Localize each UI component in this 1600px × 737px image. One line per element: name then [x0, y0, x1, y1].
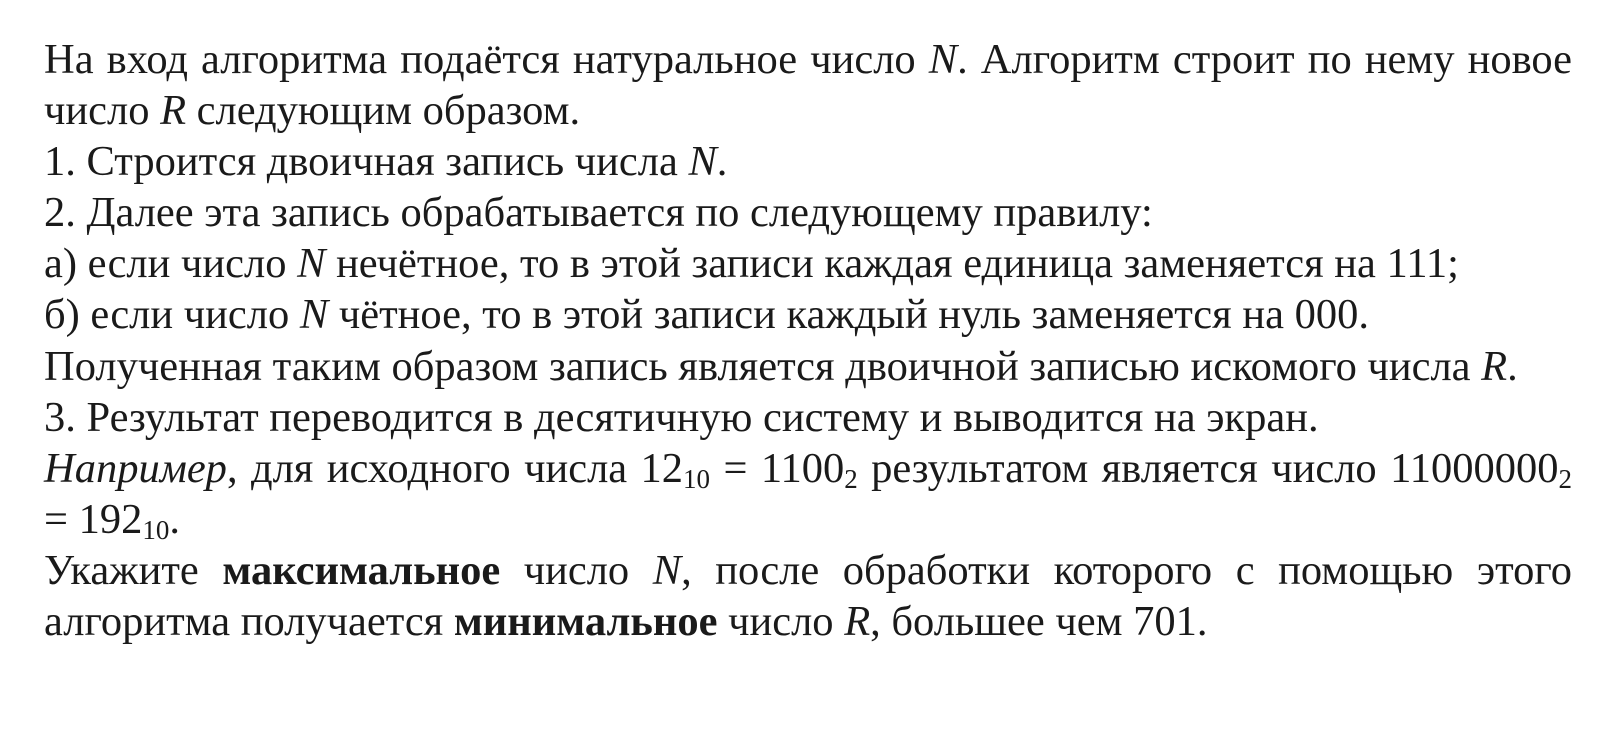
- equals-sign: =: [710, 444, 761, 492]
- rule-a-text-2: нечётное, то в этой записи каждая единица заменяется на 111;: [325, 240, 1459, 288]
- step-1-end: .: [716, 138, 728, 186]
- base-subscript: 2: [1558, 463, 1572, 494]
- example-end: .: [169, 495, 180, 543]
- question-text-4: число: [717, 598, 845, 646]
- var-N: N: [299, 291, 329, 339]
- base-subscript: 10: [683, 463, 711, 494]
- intro-text-1: На вход алгоритма подаётся натуральное число: [44, 36, 929, 83]
- question-text-5: , большее чем 701.: [870, 598, 1208, 646]
- rule-b-text-1: б) если число: [44, 291, 300, 339]
- intro-text-2: . Алгоритм строит по нему новое число: [44, 36, 1572, 135]
- var-N: N: [297, 240, 326, 288]
- number-1100: 1100: [760, 444, 845, 492]
- rule-b: [44, 289, 1572, 340]
- number-192: 192: [78, 495, 143, 543]
- number-12: 12: [640, 444, 684, 492]
- var-N: N: [928, 36, 958, 83]
- result-note: [44, 341, 1572, 392]
- rule-b-text-2: чётное, то в этой записи каждый нуль заменяется на 000.: [328, 291, 1369, 339]
- step-2: [44, 187, 1572, 238]
- question-text-1: Укажите: [44, 546, 223, 594]
- question-text-3: , после обработки которого с помощью этого алгоритма получается: [44, 546, 1572, 646]
- base-subscript: 2: [844, 463, 858, 494]
- step-3-text: 3. Результат переводится в десятичную систему и выводится на экран.: [44, 393, 1319, 441]
- rule-a: [44, 238, 1572, 289]
- intro-text-3: следующим образом.: [186, 87, 581, 135]
- result-note-end: .: [1507, 342, 1518, 390]
- problem-text: [44, 34, 1572, 647]
- intro-paragraph: [44, 34, 1572, 136]
- example-label: Например: [44, 444, 227, 492]
- question-paragraph: [44, 545, 1572, 647]
- step-1: [44, 136, 1572, 187]
- step-1-text: 1. Строится двоичная запись числа: [44, 138, 689, 186]
- bold-maximal: максимальное: [222, 546, 501, 594]
- question-text-2: число: [500, 546, 653, 594]
- var-R: R: [844, 598, 871, 646]
- equals-sign: =: [44, 495, 79, 543]
- step-3: [44, 392, 1572, 443]
- base-subscript: 10: [142, 514, 170, 545]
- number-11000000: 11000000: [1390, 444, 1559, 492]
- example-text-1: , для исходного числа: [226, 444, 641, 492]
- var-R: R: [1481, 342, 1508, 390]
- rule-a-text-1: а) если число: [44, 240, 298, 288]
- var-N: N: [688, 138, 717, 186]
- bold-minimal: минимальное: [453, 598, 718, 646]
- example-text-2: результатом является число: [857, 444, 1391, 492]
- result-note-text-1: Полученная таким образом запись является двоичной записью искомого числа: [44, 342, 1482, 390]
- example-paragraph: [44, 443, 1572, 545]
- var-R: R: [160, 87, 187, 135]
- var-N: N: [652, 546, 682, 594]
- step-2-text: 2. Далее эта запись обрабатывается по следующему правилу:: [44, 189, 1153, 237]
